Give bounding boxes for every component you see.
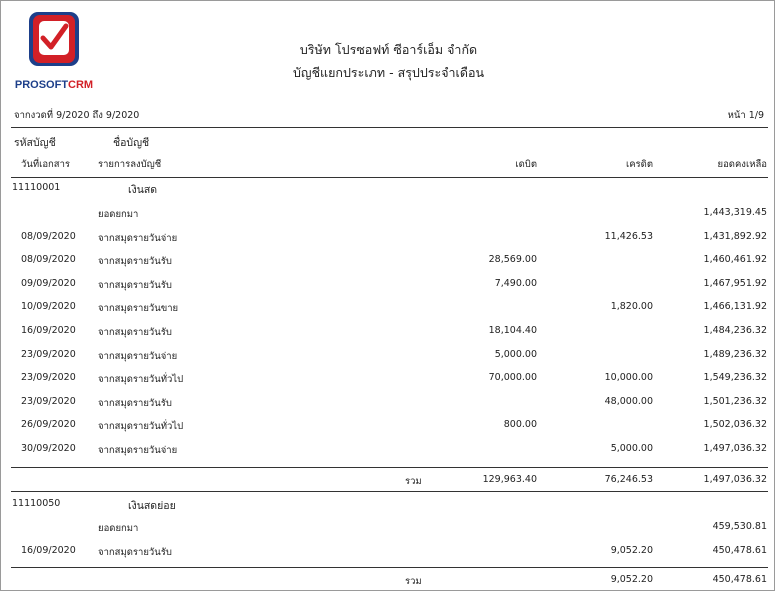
row-balance: 1,460,461.92 — [703, 254, 767, 266]
row-date: 30/09/2020 — [21, 443, 76, 454]
account-divider — [11, 491, 768, 492]
row-description: ยอดยกมา — [98, 523, 139, 534]
account-name: เงินสด — [128, 184, 158, 196]
row-balance: 459,530.81 — [712, 521, 767, 532]
row-debit: 7,490.00 — [494, 277, 537, 289]
total-label: รวม — [405, 576, 422, 587]
row-date: 23/09/2020 — [21, 372, 76, 384]
row-balance: 1,549,236.32 — [703, 372, 767, 384]
col-account-code: รหัสบัญชี — [14, 137, 56, 149]
row-date: 16/09/2020 — [21, 325, 76, 336]
row-debit: 5,000.00 — [494, 348, 537, 360]
account-code: 11110001 — [12, 182, 61, 193]
row-credit: 1,820.00 — [610, 301, 653, 313]
row-description: จากสมุดรายวันจ่าย — [98, 350, 178, 362]
row-description: จากสมุดรายวันรับ — [98, 547, 172, 558]
row-date: 16/09/2020 — [21, 545, 76, 556]
row-date: 23/09/2020 — [21, 348, 76, 360]
header-divider-top — [11, 127, 768, 128]
row-credit: 9,052.20 — [610, 545, 653, 556]
row-debit: 70,000.00 — [488, 372, 537, 384]
row-description: จากสมุดรายวันทั่วไป — [98, 421, 184, 433]
company-name: บริษัท โปรซอฟท์ ซีอาร์เอ็ม จำกัด — [299, 42, 478, 57]
row-balance: 1,443,319.45 — [703, 207, 767, 218]
total-divider — [11, 467, 768, 468]
total-balance: 450,478.61 — [712, 574, 767, 585]
row-balance: 1,467,951.92 — [703, 277, 767, 289]
row-balance: 1,431,892.92 — [703, 230, 767, 242]
total-debit: 129,963.40 — [482, 474, 537, 485]
row-date: 26/09/2020 — [21, 419, 76, 431]
row-description: ยอดยกมา — [98, 209, 139, 220]
total-balance: 1,497,036.32 — [703, 474, 767, 485]
col-doc-date: วันที่เอกสาร — [21, 159, 71, 170]
row-balance: 1,484,236.32 — [703, 325, 767, 336]
col-debit: เดบิต — [515, 159, 537, 170]
col-credit: เครดิต — [625, 159, 653, 170]
row-debit: 28,569.00 — [488, 254, 537, 266]
row-balance: 1,466,131.92 — [703, 301, 767, 313]
row-description: จากสมุดรายวันจ่าย — [98, 445, 178, 456]
row-debit: 18,104.40 — [488, 325, 537, 336]
total-divider — [11, 567, 768, 568]
header-divider-bottom — [11, 177, 768, 178]
row-credit: 5,000.00 — [610, 443, 653, 454]
page-number: หน้า 1/9 — [727, 110, 764, 121]
period-label: จากงวดที่ 9/2020 ถึง 9/2020 — [14, 110, 140, 121]
account-name: เงินสดย่อย — [128, 500, 176, 512]
row-balance: 450,478.61 — [712, 545, 767, 556]
row-description: จากสมุดรายวันรับ — [98, 256, 172, 268]
svg-text:PROSOFTCRM: PROSOFTCRM — [14, 79, 94, 91]
row-balance: 1,489,236.32 — [703, 348, 767, 360]
total-credit: 9,052.20 — [610, 574, 653, 585]
row-balance: 1,502,036.32 — [703, 419, 767, 431]
account-code: 11110050 — [12, 498, 61, 509]
row-description: จากสมุดรายวันรับ — [98, 397, 172, 409]
row-balance: 1,497,036.32 — [703, 443, 767, 454]
total-credit: 76,246.53 — [604, 474, 653, 485]
col-description: รายการลงบัญชี — [98, 159, 162, 170]
row-description: จากสมุดรายวันจ่าย — [98, 232, 178, 244]
row-date: 23/09/2020 — [21, 395, 76, 407]
total-label: รวม — [405, 476, 422, 487]
col-account-name: ชื่อบัญชี — [113, 137, 150, 149]
row-debit: 800.00 — [503, 419, 537, 431]
row-description: จากสมุดรายวันรับ — [98, 327, 172, 338]
row-date: 08/09/2020 — [21, 230, 76, 242]
row-credit: 10,000.00 — [604, 372, 653, 384]
row-credit: 48,000.00 — [604, 395, 653, 407]
row-date: 09/09/2020 — [21, 277, 76, 289]
row-credit: 11,426.53 — [604, 230, 653, 242]
col-balance: ยอดคงเหลือ — [717, 159, 767, 170]
row-balance: 1,501,236.32 — [703, 395, 767, 407]
row-description: จากสมุดรายวันรับ — [98, 279, 172, 291]
row-date: 10/09/2020 — [21, 301, 76, 313]
row-date: 08/09/2020 — [21, 254, 76, 266]
row-description: จากสมุดรายวันขาย — [98, 303, 179, 315]
row-description: จากสมุดรายวันทั่วไป — [98, 374, 184, 386]
report-title: บัญชีแยกประเภท - สรุปประจำเดือน — [292, 65, 484, 80]
